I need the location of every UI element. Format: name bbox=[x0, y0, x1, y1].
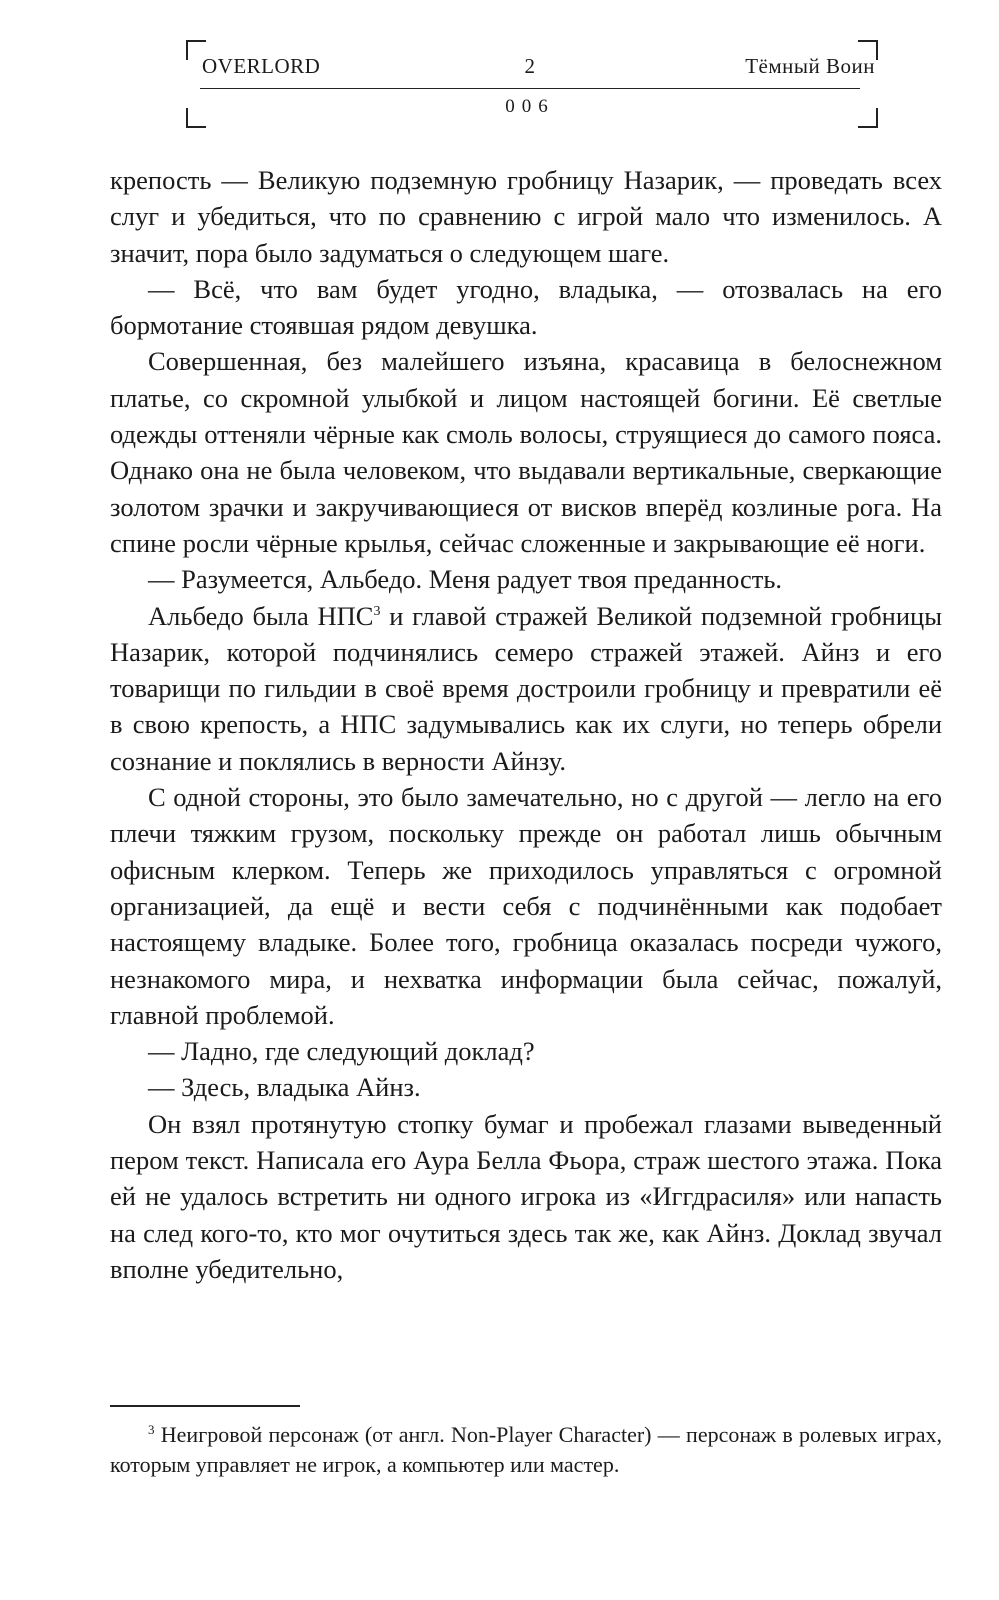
paragraph: Совершенная, без малейшего изъяна, красавица в белоснежном платье, со скромной улыбкой и лицом настоящей богини. Её светлые одежды оттеняли чёрные как смоль волосы, струящиеся до самого пояса. Однако она не была человеком, что выдавали вертикальные, сверкающие золотом зрачки и закручивающиеся от висков вперёд козлиные рога. На спине росли чёрные крылья, сейчас сложенные и закрывающие её ноги. bbox=[110, 346, 942, 558]
body-text bbox=[110, 162, 942, 1287]
running-head-title: OVERLORD bbox=[202, 54, 321, 78]
paragraph-rest: и главой стражей Великой подземной гробницы Назарик, которой подчинялись семеро стражей этажей. Айнз и его товарищи по гильдии в своё время достроили гробницу и превратили её в свою крепость, а НПС задумывались как их слуги, но теперь обрели сознание и поклялись в верности Айнзу. bbox=[110, 600, 943, 776]
chapter-number: 006 bbox=[505, 96, 555, 117]
header-rule bbox=[200, 88, 860, 89]
paragraph: Он взял протянутую стопку бумаг и пробежал глазами выведенный пером текст. Написала его Аура Белла Фьора, страж шестого этажа. Пока ей не удалось встретить ни одного игрока из «Иггдрасиля» или напасть на след кого-то, кто мог очутиться здесь так же, как Айнз. Доклад звучал вполне убедительно, bbox=[110, 1108, 942, 1284]
footnote bbox=[110, 1420, 942, 1480]
footnote-marker: 3 bbox=[373, 603, 381, 619]
footnote-number: 3 bbox=[148, 1422, 155, 1437]
header-corner-bottom-right bbox=[858, 108, 878, 128]
paragraph bbox=[110, 598, 942, 779]
paragraph-start: Альбедо была НПС bbox=[148, 600, 374, 631]
paragraph: — Всё, что вам будет угодно, владыка, — отозвалась на его бормотание стоявшая рядом девушка. bbox=[110, 273, 942, 341]
paragraph: — Разумеется, Альбедо. Меня радует твоя преданность. bbox=[148, 564, 783, 595]
footnote-rule bbox=[110, 1405, 300, 1407]
volume-number: 2 bbox=[524, 54, 536, 78]
paragraph: С одной стороны, это было замечательно, но с другой — легло на его плечи тяжким грузом, поскольку прежде он работал лишь обычным офисным клерком. Теперь же приходилось управляться с огромной организацией, да ещё и вести себя с подчинёнными как подобает настоящему владыке. Более того, гробница оказалась посреди чужого, незнакомого мира, и нехватка информации была сейчас, пожалуй, главной проблемой. bbox=[110, 782, 942, 1030]
paragraph: крепость — Великую подземную гробницу Назарик, — проведать всех слуг и убедиться, что по сравнению с игрой мало что изменилось. А значит, пора было задуматься о следующем шаге. bbox=[110, 165, 942, 268]
paragraph: — Здесь, владыка Айнз. bbox=[148, 1072, 421, 1103]
running-head-subtitle: Тёмный Воин bbox=[745, 54, 875, 78]
header-corner-bottom-left bbox=[186, 108, 206, 128]
footnote-text: Неигровой персонаж (от англ. Non-Player Character) — персонаж в ролевых играх, которым управляет не игрок, а компьютер или мастер. bbox=[110, 1422, 942, 1477]
paragraph: — Ладно, где следующий доклад? bbox=[148, 1036, 535, 1067]
